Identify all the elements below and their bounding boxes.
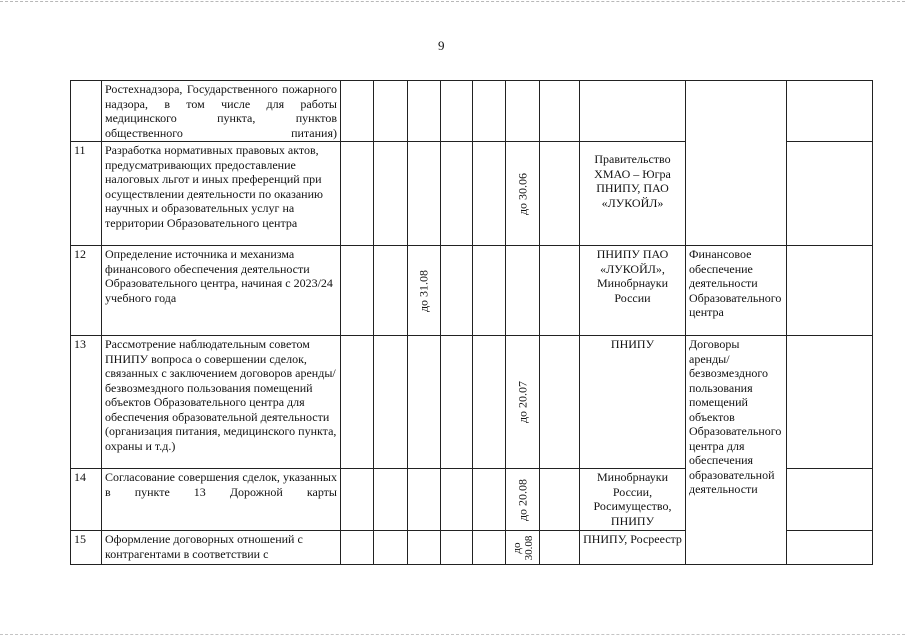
schedule-cell (441, 81, 473, 142)
page-number: 9 (438, 38, 445, 53)
table-row (71, 336, 873, 469)
schedule-cell (540, 469, 580, 531)
deadline-cell (506, 142, 540, 246)
deadline-cell (506, 469, 540, 531)
schedule-cell (473, 336, 506, 469)
schedule-cell (408, 531, 441, 565)
responsible-organizations: ПНИПУ (580, 336, 686, 469)
schedule-cell (540, 531, 580, 565)
schedule-cell (473, 531, 506, 565)
task-description: Определение источника и механизма финансового обеспечения деятельности Образовательного центра, начиная с 2023/24 учебного года (102, 246, 341, 336)
deadline-cell (506, 336, 540, 469)
schedule-cell (506, 81, 540, 142)
row-number: 11 (71, 142, 102, 246)
task-description: Оформление договорных отношений с контрагентами в соответствии с (102, 531, 341, 565)
schedule-cell (341, 336, 374, 469)
notes-cell (787, 336, 873, 469)
schedule-cell (473, 81, 506, 142)
deadline-text: до 20.07 (515, 380, 529, 424)
expected-result (686, 81, 787, 246)
responsible-organizations: Минобрнауки России, Росимущество, ПНИПУ (580, 469, 686, 531)
schedule-cell (441, 246, 473, 336)
notes-cell (787, 531, 873, 565)
expected-result: Финансовое обеспечение деятельности Образовательного центра (686, 246, 787, 336)
task-description: Ростехнадзора, Государственного пожарного надзора, в том числе для работы медицинского пункта, пунктов общественного питания) (102, 81, 341, 142)
task-description: Согласование совершения сделок, указанных в пункте 13 Дорожной карты (102, 469, 341, 531)
schedule-cell (473, 469, 506, 531)
deadline-text: до 31.08 (416, 269, 431, 312)
deadline-cell (506, 531, 540, 565)
deadline-cell (408, 246, 441, 336)
schedule-cell (540, 336, 580, 469)
row-number: 13 (71, 336, 102, 469)
schedule-cell (341, 81, 374, 142)
responsible-organizations: ПНИПУ ПАО «ЛУКОЙЛ», Минобрнауки России (580, 246, 686, 336)
schedule-cell (408, 336, 441, 469)
table-row (71, 81, 873, 142)
deadline-text: до 30.06 (515, 172, 529, 215)
schedule-cell (441, 336, 473, 469)
row-number: 15 (71, 531, 102, 565)
notes-cell (787, 469, 873, 531)
schedule-cell (540, 142, 580, 246)
roadmap-table (70, 80, 873, 565)
schedule-cell (408, 142, 441, 246)
schedule-cell (506, 246, 540, 336)
schedule-cell (374, 336, 408, 469)
schedule-cell (374, 246, 408, 336)
scan-border-bottom (0, 634, 905, 635)
table-row (71, 246, 873, 336)
scan-border-top (0, 1, 905, 2)
row-number: 12 (71, 246, 102, 336)
schedule-cell (341, 142, 374, 246)
deadline-text: до 30.08 (510, 535, 535, 560)
schedule-cell (473, 246, 506, 336)
schedule-cell (341, 531, 374, 565)
notes-cell (787, 81, 873, 142)
schedule-cell (374, 81, 408, 142)
row-number: 14 (71, 469, 102, 531)
responsible-organizations: Правительство ХМАО – Югра ПНИПУ, ПАО «ЛУКОЙЛ» (580, 142, 686, 246)
deadline-text: до 20.08 (515, 478, 529, 521)
task-description: Разработка нормативных правовых актов, предусматривающих предоставление налоговых льгот и иных преференций при осуществлении деятельности по оказанию научных и образовательных услуг на территории Образовательного центра (102, 142, 341, 246)
responsible-organizations: ПНИПУ, Росреестр (580, 531, 686, 565)
responsible-organizations (580, 81, 686, 142)
schedule-cell (374, 531, 408, 565)
schedule-cell (441, 531, 473, 565)
schedule-cell (374, 142, 408, 246)
schedule-cell (540, 81, 580, 142)
schedule-cell (374, 469, 408, 531)
schedule-cell (441, 469, 473, 531)
schedule-cell (540, 246, 580, 336)
schedule-cell (473, 142, 506, 246)
schedule-cell (341, 246, 374, 336)
schedule-cell (341, 469, 374, 531)
notes-cell (787, 142, 873, 246)
row-number (71, 81, 102, 142)
schedule-cell (408, 81, 441, 142)
task-description: Рассмотрение наблюдательным советом ПНИПУ вопроса о совершении сделок, связанных с заключением договоров аренды/безвозмездного пользования помещений объектов Образовательного центра для обеспечения образовательной деятельности (организация питания, медицинского пункта, охраны и т.д.) (102, 336, 341, 469)
notes-cell (787, 246, 873, 336)
schedule-cell (408, 469, 441, 531)
expected-result: Договоры аренды/безвозмездного пользования помещений объектов Образовательного центра для обеспечения образовательной деятельности (686, 336, 787, 565)
schedule-cell (441, 142, 473, 246)
